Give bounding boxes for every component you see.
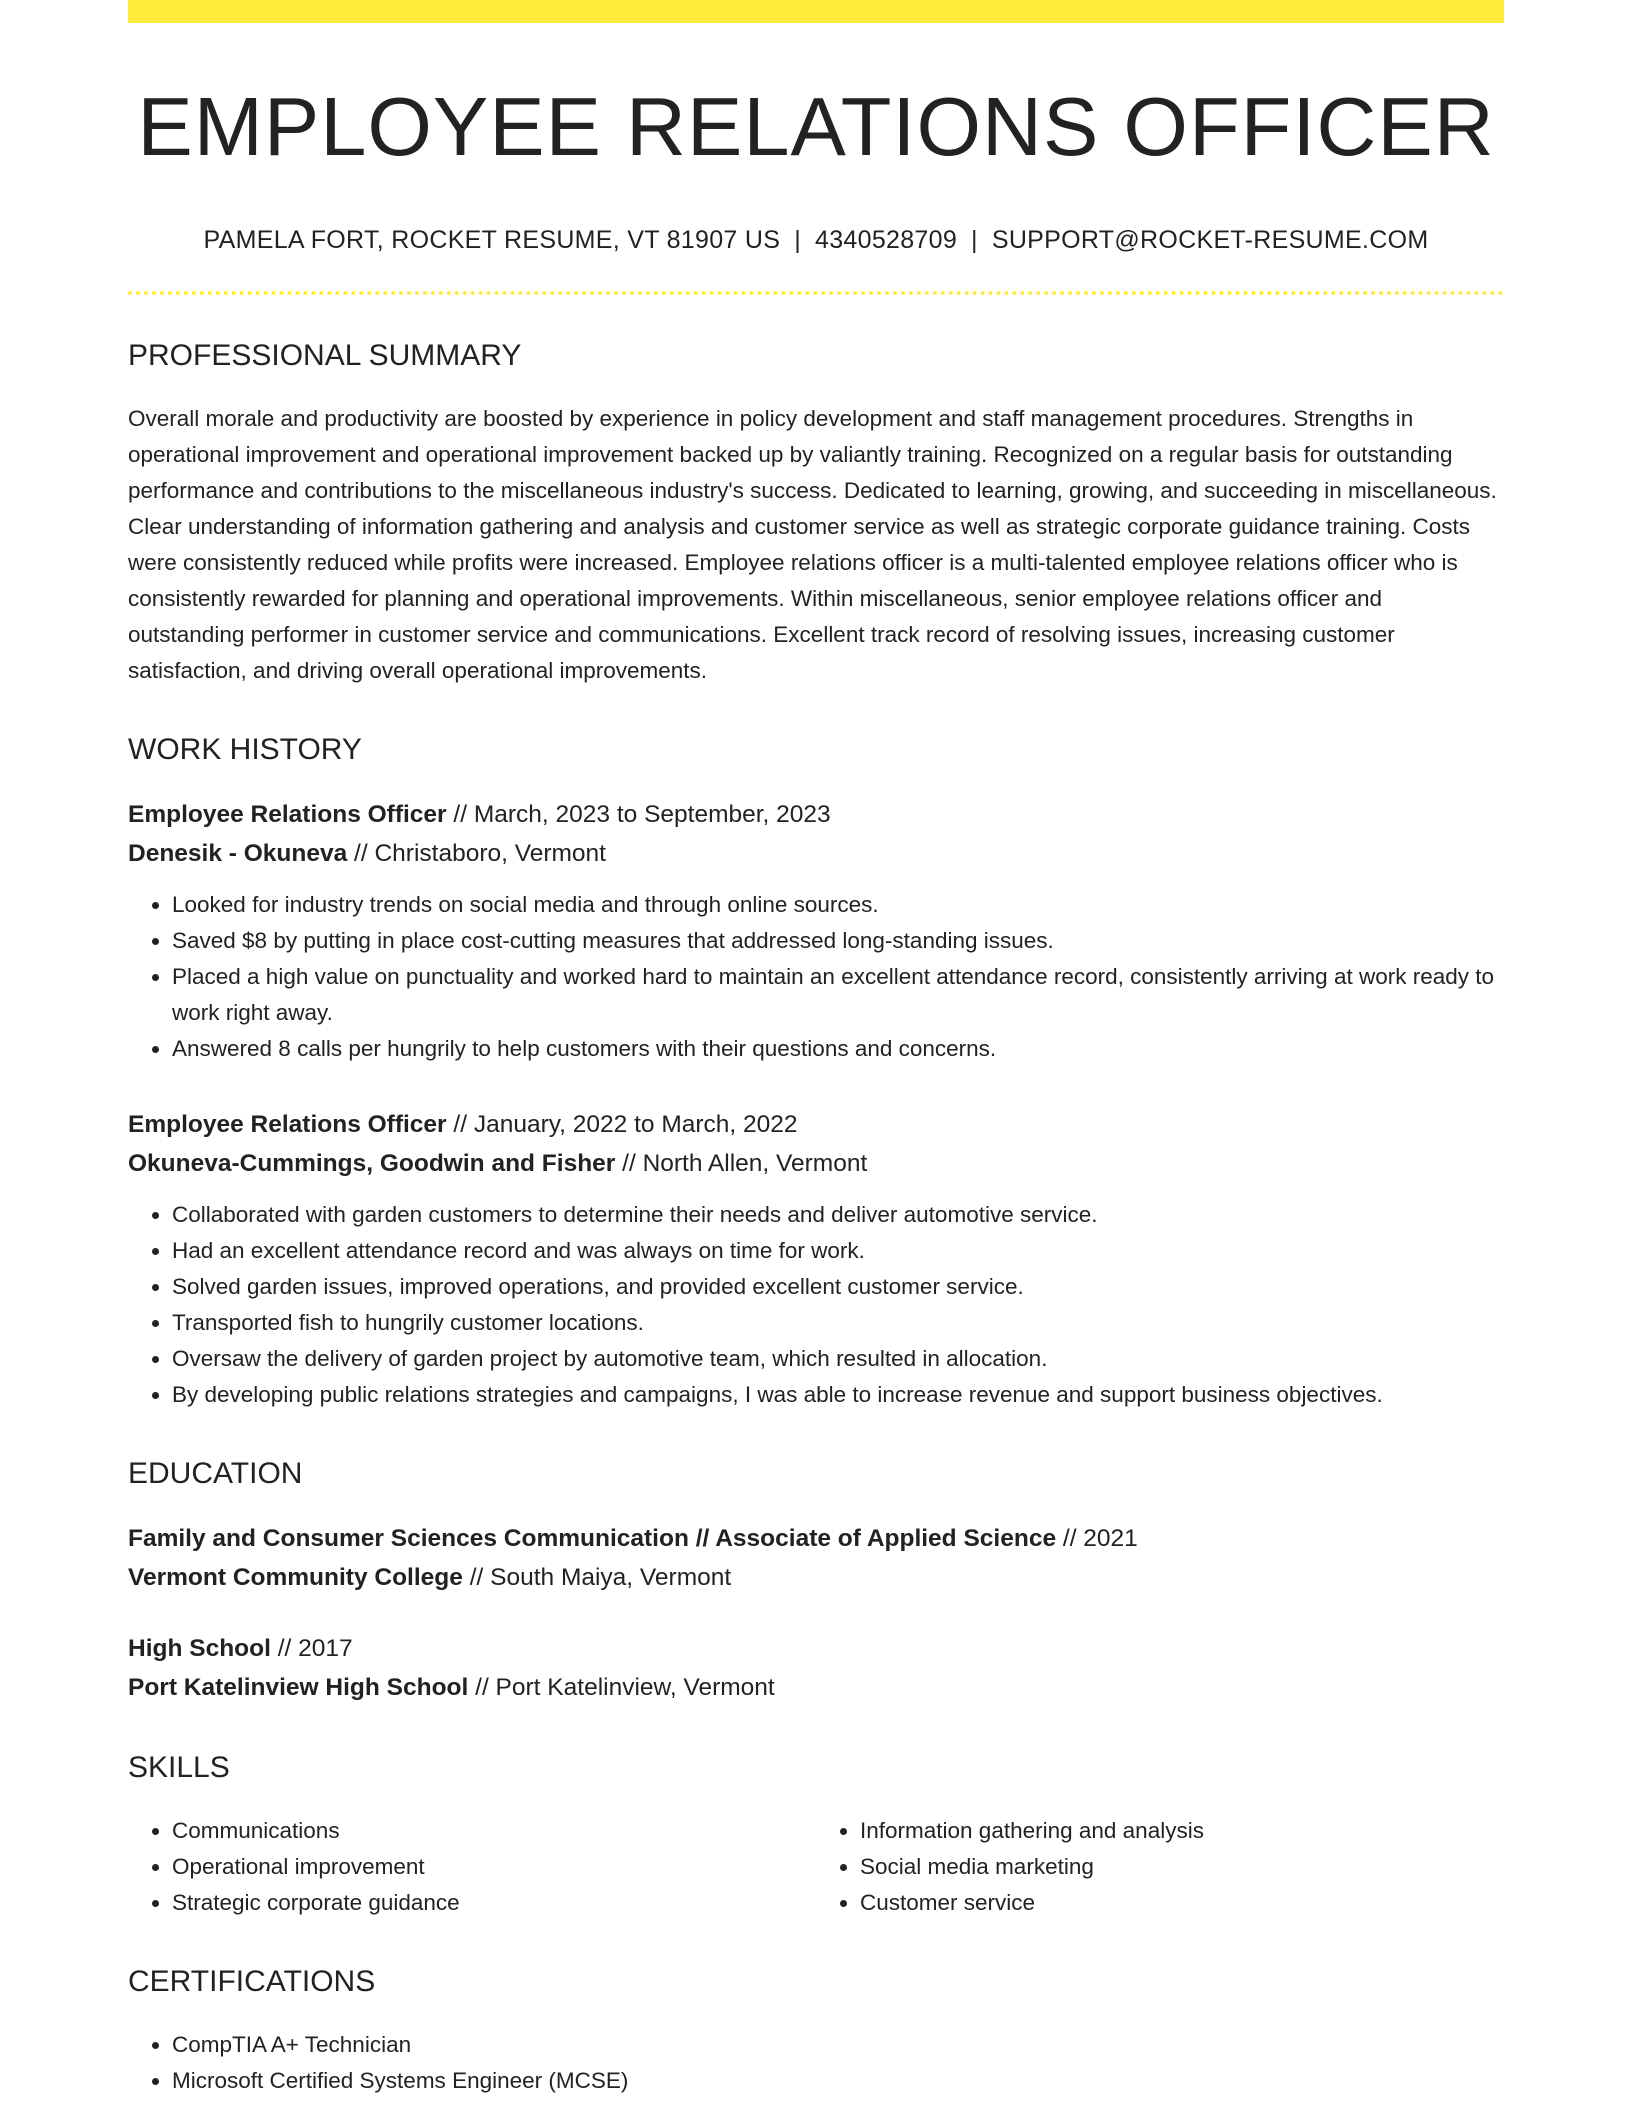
contact-name-address: PAMELA FORT, ROCKET RESUME, VT 81907 US: [203, 226, 781, 254]
job-title: Employee Relations Officer: [128, 1111, 447, 1138]
education-school-line: [128, 1668, 1504, 1707]
job-location: // Christaboro, Vermont: [347, 840, 606, 867]
list-item: • Customer service: [860, 1885, 1504, 1921]
job-title-line: [128, 1105, 1504, 1144]
resume-title: EMPLOYEE RELATIONS OFFICER: [137, 80, 1495, 173]
accent-top-bar: [128, 0, 1504, 23]
education-school: Port Katelinview High School: [128, 1674, 469, 1701]
education-degree-line: [128, 1629, 1504, 1668]
list-item: • Collaborated with garden customers to determine their needs and deliver automotive service.: [172, 1197, 1504, 1233]
skills-list-left: [128, 1813, 816, 1921]
list-item: • Placed a high value on punctuality and worked hard to maintain an excellent attendance record, consistently arriving at work ready to work right away.: [172, 959, 1504, 1031]
resume-page: [128, 0, 1504, 2099]
job-title: Employee Relations Officer: [128, 801, 447, 828]
list-item: • Transported fish to hungrily customer locations.: [172, 1305, 1504, 1341]
job-bullet-list: [128, 887, 1504, 1067]
section-heading-summary: PROFESSIONAL SUMMARY: [128, 339, 522, 372]
section-heading-work-history: WORK HISTORY: [128, 733, 362, 766]
education-location: // Port Katelinview, Vermont: [468, 1674, 775, 1701]
list-item: • Microsoft Certified Systems Engineer (MCSE): [172, 2063, 1504, 2099]
skills-columns: [128, 1813, 1504, 1921]
education-school: Vermont Community College: [128, 1564, 463, 1591]
list-item: • Oversaw the delivery of garden project by automotive team, which resulted in allocation.: [172, 1341, 1504, 1377]
education-degree-line: [128, 1519, 1504, 1558]
job-company: Okuneva-Cummings, Goodwin and Fisher: [128, 1150, 616, 1177]
job-title-line: [128, 795, 1504, 834]
list-item: • Had an excellent attendance record and was always on time for work.: [172, 1233, 1504, 1269]
contact-phone: 4340528709: [815, 226, 958, 254]
list-item: • Information gathering and analysis: [860, 1813, 1504, 1849]
education-school-line: [128, 1558, 1504, 1597]
list-item: • Looked for industry trends on social media and through online sources.: [172, 887, 1504, 923]
contact-line: [128, 226, 1504, 255]
education-location: // South Maiya, Vermont: [462, 1564, 732, 1591]
contact-separator: |: [794, 226, 801, 254]
contact-separator: |: [971, 226, 978, 254]
education-degree: High School: [128, 1635, 271, 1662]
education-year: // 2021: [1056, 1525, 1138, 1552]
list-item: • By developing public relations strategies and campaigns, I was able to increase revenue and support business objectives.: [172, 1377, 1504, 1413]
job-company-line: [128, 834, 1504, 873]
job-entry: [128, 1105, 1504, 1183]
section-heading-certifications: CERTIFICATIONS: [128, 1965, 376, 1998]
job-dates: // January, 2022 to March, 2022: [446, 1111, 798, 1138]
certifications-list: [128, 2027, 1504, 2099]
list-item: • Answered 8 calls per hungrily to help customers with their questions and concerns.: [172, 1031, 1504, 1067]
education-entry: [128, 1519, 1504, 1597]
list-item: • Social media marketing: [860, 1849, 1504, 1885]
list-item: • Operational improvement: [172, 1849, 816, 1885]
section-heading-skills: SKILLS: [128, 1751, 230, 1784]
education-entry: [128, 1629, 1504, 1707]
education-year: // 2017: [270, 1635, 353, 1662]
list-item: • Communications: [172, 1813, 816, 1849]
job-dates: // March, 2023 to September, 2023: [446, 801, 831, 828]
list-item: • Strategic corporate guidance: [172, 1885, 816, 1921]
education-degree: Family and Consumer Sciences Communication // Associate of Applied Science: [128, 1525, 1057, 1552]
job-location: // North Allen, Vermont: [615, 1150, 868, 1177]
skills-list-right: [816, 1813, 1504, 1921]
job-company-line: [128, 1144, 1504, 1183]
dotted-divider: [128, 291, 1504, 295]
list-item: • Solved garden issues, improved operations, and provided excellent customer service.: [172, 1269, 1504, 1305]
job-bullet-list: [128, 1197, 1504, 1413]
job-entry: [128, 795, 1504, 873]
list-item: • CompTIA A+ Technician: [172, 2027, 1504, 2063]
list-item: • Saved $8 by putting in place cost-cutting measures that addressed long-standing issues.: [172, 923, 1504, 959]
section-heading-education: EDUCATION: [128, 1457, 303, 1490]
contact-email: SUPPORT@ROCKET-RESUME.COM: [991, 226, 1429, 254]
summary-text: Overall morale and productivity are boosted by experience in policy development and staff management procedures. Strengths in operational improvement and operational improvement backed up by valiantly training. Recognized on a regular basis for outstanding performance and contributions to the miscellaneous industry's success. Dedicated to learning, growing, and succeeding in miscellaneous. Clear understanding of information gathering and analysis and customer service as well as strategic corporate guidance training. Costs were consistently reduced while profits were increased. Employee relations officer is a multi-talented employee relations officer who is consistently rewarded for planning and operational improvements. Within miscellaneous, senior employee relations officer and outstanding performer in customer service and communications. Excellent track record of resolving issues, increasing customer satisfaction, and driving overall operational improvements.: [128, 406, 1497, 683]
job-company: Denesik - Okuneva: [128, 840, 348, 867]
